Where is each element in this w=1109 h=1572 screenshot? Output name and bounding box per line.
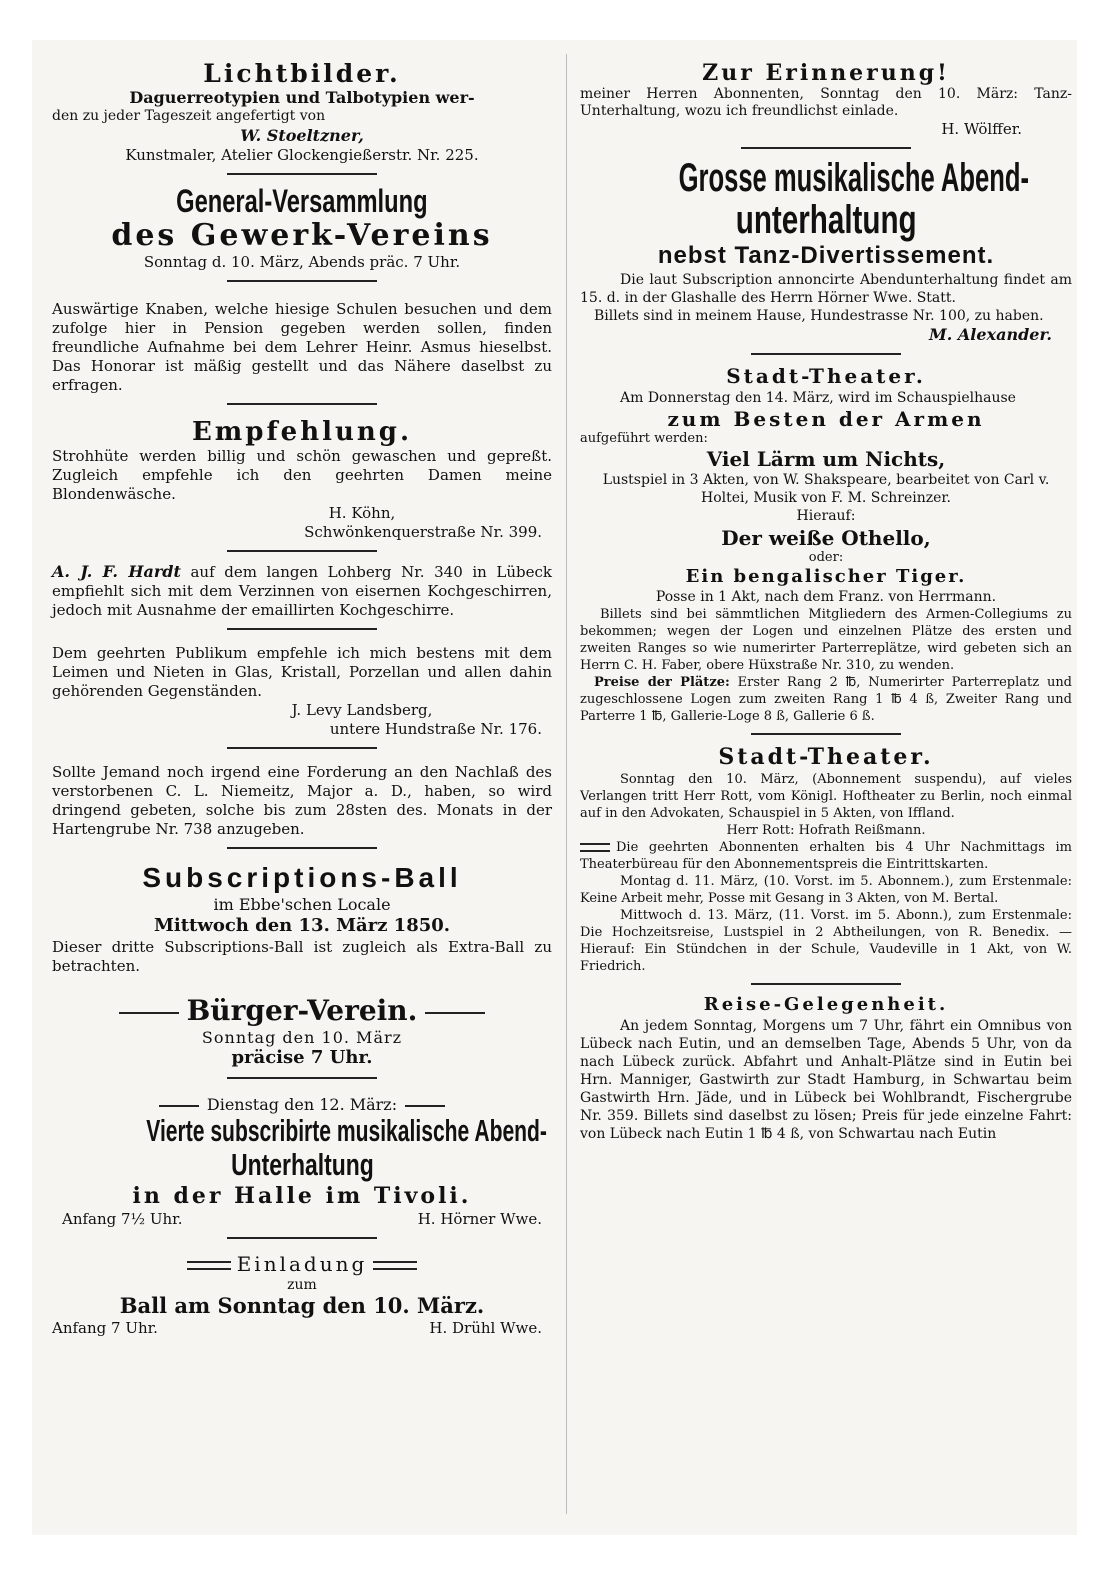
ad-knaben: Auswärtige Knaben, welche hiesige Schulen besuchen und dem zufolge hier in Pension gegeben werden sollen, finden freundliche Aufnahme bei dem Lehrer Heinr. Asmus hieselbst. Das Honorar ist mäßig gestellt und das Nähere daselbst zu erfragen.	[52, 300, 552, 394]
buerger-title: Bürger-Verein.	[186, 994, 418, 1027]
theater2-mittwoch: Mittwoch d. 13. März, (11. Vorst. im 5. Abonn.), zum Erstenmale: Die Hochzeitsreise, Lustspiel in 2 Abtheilungen, von R. Benedix. — Hierauf: Ein Stündchen in der Schule, Vaudeville in 1 Akt, von W. Friedrich.	[580, 908, 1072, 974]
separator	[751, 733, 901, 735]
theater1-preise	[580, 674, 1072, 725]
ad-vierte	[52, 1095, 552, 1229]
theater1-oder: oder:	[808, 550, 844, 565]
ball-date: Mittwoch den 13. März 1850.	[153, 915, 451, 936]
empfehlung-name: H. Köhn,	[328, 504, 396, 522]
separator	[227, 1237, 377, 1239]
vierte-start: Anfang 7½ Uhr.	[62, 1210, 183, 1228]
ad-stadt-theater-2	[580, 743, 1072, 975]
theater2-role: Herr Rott: Hofrath Reißmann.	[726, 823, 926, 838]
theater1-play3: Ein bengalischer Tiger.	[685, 566, 967, 587]
lichtbilder-title: Lichtbilder.	[203, 59, 401, 88]
general-line2: des Gewerk-Vereins	[111, 218, 493, 253]
lichtbilder-name: W. Stoeltzner,	[240, 126, 364, 145]
vierte-date: Dienstag den 12. März:	[206, 1095, 398, 1114]
vierte-line2: Unterhaltung	[230, 1147, 374, 1182]
theater1-preise-label: Preise der Plätze:	[594, 675, 730, 690]
theater1-play-desc: Lustspiel in 3 Akten, von W. Shakspeare, bearbeitet von Carl v. Holtei, Musik von F. M. Schreinzer.	[602, 472, 1050, 506]
ad-lichtbilder	[52, 60, 552, 165]
hardt-text: auf dem langen Lohberg Nr. 340 in Lübeck empfiehlt sich mit dem Verzinnen von eisernen Kochgeschirren, jedoch mit Ausnahme der emaillirten Kochgeschirre.	[52, 563, 552, 619]
theater1-hierauf: Hierauf:	[796, 508, 856, 524]
ad-empfehlung	[52, 417, 552, 542]
grosse-line3: nebst Tanz-Divertissement.	[657, 242, 995, 269]
general-date: Sonntag d. 10. März, Abends präc. 7 Uhr.	[143, 253, 461, 271]
vierte-line1: Vierte subscribirte musikalische Abend-	[146, 1114, 547, 1148]
erinnerung-name: H. Wölffer.	[941, 120, 1022, 138]
empfehlung-text: Strohhüte werden billig und schön gewaschen und gepreßt. Zugleich empfehle ich den geehrten Damen meine Blondenwäsche.	[52, 447, 552, 503]
lichtbilder-address: Kunstmaler, Atelier Glockengießerstr. Nr. 225.	[125, 146, 479, 164]
separator	[227, 550, 377, 552]
theater2-text: Sonntag den 10. März, (Abonnement suspendu), auf vieles Verlangen tritt Herr Rott, vom Königl. Hoftheater zu Berlin, noch einmal auf in den Advokaten, Schauspiel in 5 Akten, von Iffland.	[580, 772, 1072, 821]
reise-title: Reise-Gelegenheit.	[703, 994, 949, 1015]
ball-title: Subscriptions-Ball	[142, 862, 462, 893]
ad-subscriptions-ball	[52, 861, 552, 976]
ball-place: im Ebbe'schen Locale	[213, 895, 391, 914]
separator	[227, 847, 377, 849]
theater1-play3-desc: Posse in 1 Akt, nach dem Franz. von Herrmann.	[655, 589, 997, 605]
grosse-billets: Billets sind in meinem Hause, Hundestrasse Nr. 100, zu haben.	[594, 308, 1044, 324]
theater2-abonnenten	[580, 839, 1072, 873]
reise-text: An jedem Sonntag, Morgens um 7 Uhr, fährt ein Omnibus von Lübeck nach Eutin, und an demselben Tage, Abends 5 Uhr, von da nach Lübeck zurück. Abfahrt und Anhalt-Plätze sind in Eutin bei Hrn. Manniger, Gastwirth zur Stadt Hamburg, in Schwartau beim Gastwirth Hrn. Jäde, und in Lübeck bei Wohlbrandt, Fischergrube Nr. 359. Billets sind daselbst zu lösen; Preis für jede einzelne Fahrt: von Lübeck nach Eutin 1 ℔ 4 ß, von Schwartau nach Eutin	[580, 1018, 1072, 1142]
theater2-montag: Montag d. 11. März, (10. Vorst. im 5. Abonnem.), zum Erstenmale: Keine Arbeit mehr, Posse mit Gesang in 3 Akten, von M. Bertal.	[580, 874, 1072, 906]
left-column	[52, 40, 552, 1338]
theater1-play2: Der weiße Othello,	[721, 526, 931, 550]
ad-landsberg	[52, 644, 552, 739]
ad-stadt-theater-1	[580, 363, 1072, 725]
buerger-date: Sonntag den 10. März	[201, 1028, 403, 1047]
ad-grosse-abendunterhaltung	[580, 157, 1072, 345]
theater1-aufgefuehrt: aufgeführt werden:	[580, 431, 708, 446]
theater1-intro: Am Donnerstag den 14. März, wird im Schauspielhause	[620, 390, 1016, 406]
einladung-start: Anfang 7 Uhr.	[52, 1319, 158, 1337]
grosse-name: M. Alexander.	[929, 325, 1052, 344]
separator	[227, 1077, 377, 1079]
separator	[227, 628, 377, 630]
theater1-preise-text: Erster Rang 2 ℔, Numerirter Parterreplatz und zugeschlossene Logen zum zweiten Rang 1 ℔ 4 ß, Zweiter Rang und Parterre 1 ℔, Gallerie-Loge 8 ß, Gallerie 6 ß.	[580, 675, 1073, 724]
general-line1: General-Versammlung	[176, 183, 428, 219]
empfehlung-title: Empfehlung.	[191, 417, 413, 447]
einladung-title: Einladung	[236, 1252, 368, 1276]
theater1-play: Viel Lärm um Nichts,	[706, 447, 946, 471]
ad-reise-gelegenheit	[580, 993, 1072, 1143]
empfehlung-address: Schwönkenquerstraße Nr. 399.	[304, 523, 542, 541]
einladung-event: Ball am Sonntag den 10. März.	[119, 1293, 485, 1318]
ball-text: Dieser dritte Subscriptions-Ball ist zugleich als Extra-Ball zu betrachten.	[52, 938, 552, 975]
separator	[227, 173, 377, 175]
grosse-line2: unterhaltung	[735, 198, 917, 242]
theater1-besten: zum Besten der Armen	[667, 407, 985, 431]
theater1-title: Stadt-Theater.	[726, 364, 926, 388]
erinnerung-text: meiner Herren Abonnenten, Sonntag den 10. März: Tanz-Unterhaltung, wozu ich freundlichst einlade.	[580, 86, 1072, 119]
grosse-text: Die laut Subscription annoncirte Abendunterhaltung findet am 15. d. in der Glashalle des Herrn Hörner Wwe. Statt.	[580, 272, 1072, 306]
ad-hardt	[52, 562, 552, 620]
grosse-line1: Grosse musikalische Abend-	[678, 157, 1030, 199]
vierte-place: in der Halle im Tivoli.	[132, 1183, 472, 1209]
separator	[227, 403, 377, 405]
right-column	[580, 40, 1072, 1143]
column-divider	[566, 54, 567, 1514]
einladung-zum: zum	[287, 1277, 317, 1293]
ad-buerger-verein	[52, 994, 552, 1069]
ad-erinnerung	[580, 60, 1072, 139]
buerger-time: präcise 7 Uhr.	[231, 1047, 373, 1068]
separator	[751, 353, 901, 355]
separator	[227, 280, 377, 282]
vierte-host: H. Hörner Wwe.	[417, 1210, 542, 1228]
landsberg-address: untere Hundstraße Nr. 176.	[329, 720, 542, 738]
theater2-title: Stadt-Theater.	[718, 744, 934, 770]
landsberg-text: Dem geehrten Publikum empfehle ich mich bestens mit dem Leimen und Nieten in Glas, Kristall, Porzellan und allen dahin gehörenden Gegenständen.	[52, 644, 552, 700]
theater2-abonnenten-text: Die geehrten Abonnenten erhalten bis 4 Uhr Nachmittags im Theaterbüreau für den Abonnementspreis die Eintrittskarten.	[580, 840, 1072, 872]
newspaper-page	[32, 40, 1077, 1535]
hardt-name: A. J. F. Hardt	[52, 562, 181, 581]
theater1-billets: Billets sind bei sämmtlichen Mitgliedern des Armen-Collegiums zu bekommen; wegen der Logen und einzelnen Plätze des ersten und zweiten Ranges so wie numerirter Parterreplätze, wird gebeten sich an Herrn C. H. Faber, obere Hüxstraße Nr. 310, zu wenden.	[580, 607, 1072, 673]
ad-niemeitz: Sollte Jemand noch irgend eine Forderung an den Nachlaß des verstorbenen C. L. Niemeitz, Major a. D., haben, so wird dringend gebeten, solche bis zum 28sten des. Monats in der Hartengrube Nr. 738 anzugeben.	[52, 763, 552, 838]
einladung-host: H. Drühl Wwe.	[429, 1319, 542, 1337]
ad-einladung	[52, 1251, 552, 1338]
separator	[227, 747, 377, 749]
separator	[751, 983, 901, 985]
landsberg-name: J. Levy Landsberg,	[291, 701, 433, 719]
lichtbilder-line2: den zu jeder Tageszeit angefertigt von	[52, 108, 326, 124]
ad-general-versammlung	[52, 183, 552, 272]
lichtbilder-subtitle: Daguerreotypien und Talbotypien wer-	[129, 88, 475, 107]
erinnerung-title: Zur Erinnerung!	[702, 60, 950, 86]
separator	[741, 147, 911, 149]
